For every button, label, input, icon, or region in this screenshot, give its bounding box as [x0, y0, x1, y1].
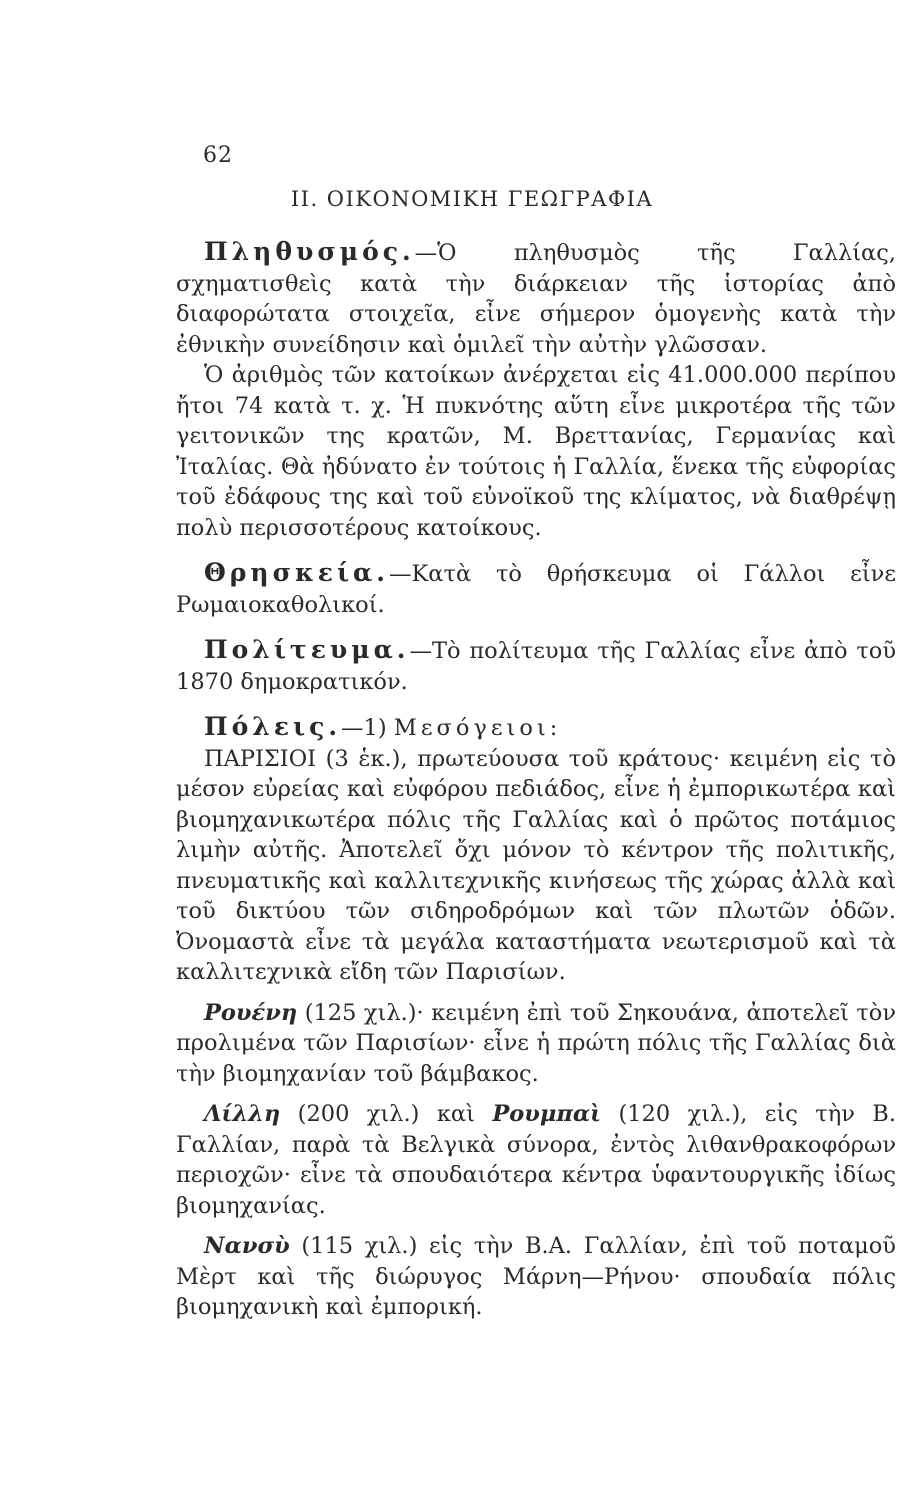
- page-number: 62: [203, 143, 233, 168]
- heading-cities: Πόλεις.: [204, 712, 342, 741]
- city-rouen: Ρουένη: [204, 999, 298, 1026]
- running-header: II. ΟΙΚΟΝΟΜΙΚΗ ΓΕΩΓΡΑΦΙΑ: [290, 187, 654, 211]
- paragraph-rouen: [176, 998, 896, 1090]
- heading-polity: Πολίτευμα.: [204, 635, 410, 664]
- paragraph-population: [176, 237, 896, 360]
- body-text: [176, 237, 896, 1323]
- paragraph-lille: [176, 1099, 896, 1221]
- text-rouen: (125 χιλ.)· κειμένη ἐπὶ τοῦ Σηκουάνα, ἀποτελεῖ τὸν προλιμένα τῶν Παρισίων· εἶνε ἡ πρώτη πόλις τῆς Γαλλίας διὰ τὴν βιομηχανίαν τοῦ βάμβακος.: [176, 999, 896, 1087]
- cities-subnum: —1): [341, 715, 387, 741]
- text-lille-1: (200 χιλ.) καὶ: [280, 1101, 493, 1127]
- text-polity: —Τὸ πολίτευμα τῆς Γαλλίας εἶνε ἀπὸ τοῦ 1870 δημοκρατικόν.: [176, 638, 896, 695]
- text-nancy: (115 χιλ.) εἰς τὴν Β.Α. Γαλλίαν, ἐπὶ τοῦ ποταμοῦ Μὲρτ καὶ τῆς διώρυγος Μάρνη—Ρήνου· σπουδαία πόλις βιομηχανικὴ καὶ ἐμπορική.: [176, 1233, 896, 1320]
- city-lille: Λίλλη: [204, 1101, 281, 1127]
- city-roubaix: Ρουμπαὶ: [492, 1101, 602, 1127]
- heading-population: Πληθυσμός.: [204, 237, 415, 266]
- text-lille-2: (120 χιλ.), εἰς τὴν Β. Γαλλίαν, παρὰ τὰ Βελγικὰ σύνορα, ἐντὸς λιθανθρακοφόρων περιοχῶν· εἶνε τὰ σπουδαιότερα κέντρα ὑφαντουργικῆς ἰδίως βιομηχανίας.: [176, 1101, 896, 1219]
- city-nancy: Νανσὺ: [204, 1233, 290, 1259]
- paragraph-polity: [176, 635, 896, 697]
- paragraph-cities: [176, 712, 896, 744]
- text-population: —Ὁ πληθυσμὸς τῆς Γαλλίας, σχηματισθεὶς κατὰ τὴν διάρκειαν τῆς ἱστορίας ἀπὸ διαφορώτατα στοιχεῖα, εἶνε σήμερον ὁμογενὴς κατὰ τὴν ἐθνικὴν συνείδησιν καὶ ὁμιλεῖ τὴν αὐτὴν γλῶσσαν.: [176, 240, 896, 358]
- text-religion: —Κατὰ τὸ θρήσκευμα οἱ Γάλλοι εἶνε Ρωμαιοκαθολικοί.: [176, 561, 896, 618]
- paragraph-paris: ΠΑΡΙΣΙΟΙ (3 ἑκ.), πρωτεύουσα τοῦ κράτους· κειμένη εἰς τὸ μέσον εὐρείας καὶ εὐφόρου πεδιάδος, εἶνε ἡ ἐμπορικωτέρα καὶ βιομηχανικωτέρα πόλις τῆς Γαλλίας καὶ ὁ πρῶτος ποτάμιος λιμὴν αὐτῆς. Ἀποτελεῖ ὄχι μόνον τὸ κέντρον τῆς πολιτικῆς, πνευματικῆς καὶ καλλιτεχνικῆς κινήσεως τῆς χώρας ἀλλὰ καὶ τοῦ δικτύου τῶν σιδηροδρόμων καὶ τῶν πλωτῶν ὁδῶν. Ὀνομαστὰ εἶνε τὰ μεγάλα καταστήματα νεωτερισμοῦ καὶ τὰ καλλιτεχνικὰ εἴδη τῶν Παρισίων.: [176, 745, 896, 985]
- paragraph-religion: [176, 558, 896, 620]
- paragraph-nancy: [176, 1231, 896, 1323]
- paragraph-inhabitants: Ὁ ἀριθμὸς τῶν κατοίκων ἀνέρχεται εἰς 41.000.000 περίπου ἤτοι 74 κατὰ τ. χ. Ἡ πυκνότης αὕτη εἶνε μικροτέρα τῆς τῶν γειτονικῶν της κρατῶν, Μ. Βρεττανίας, Γερμανίας καὶ Ἰταλίας. Θὰ ἠδύνατο ἐν τούτοις ἡ Γαλλία, ἕνεκα τῆς εὐφορίας τοῦ ἐδάφους της καὶ τοῦ εὐνοϊκοῦ της κλίματος, νὰ διαθρέψῃ πολὺ περισσοτέρους κατοίκους.: [176, 362, 896, 541]
- cities-sublabel: Μεσόγειοι:: [393, 715, 562, 741]
- heading-religion: Θρησκεία.: [204, 558, 389, 587]
